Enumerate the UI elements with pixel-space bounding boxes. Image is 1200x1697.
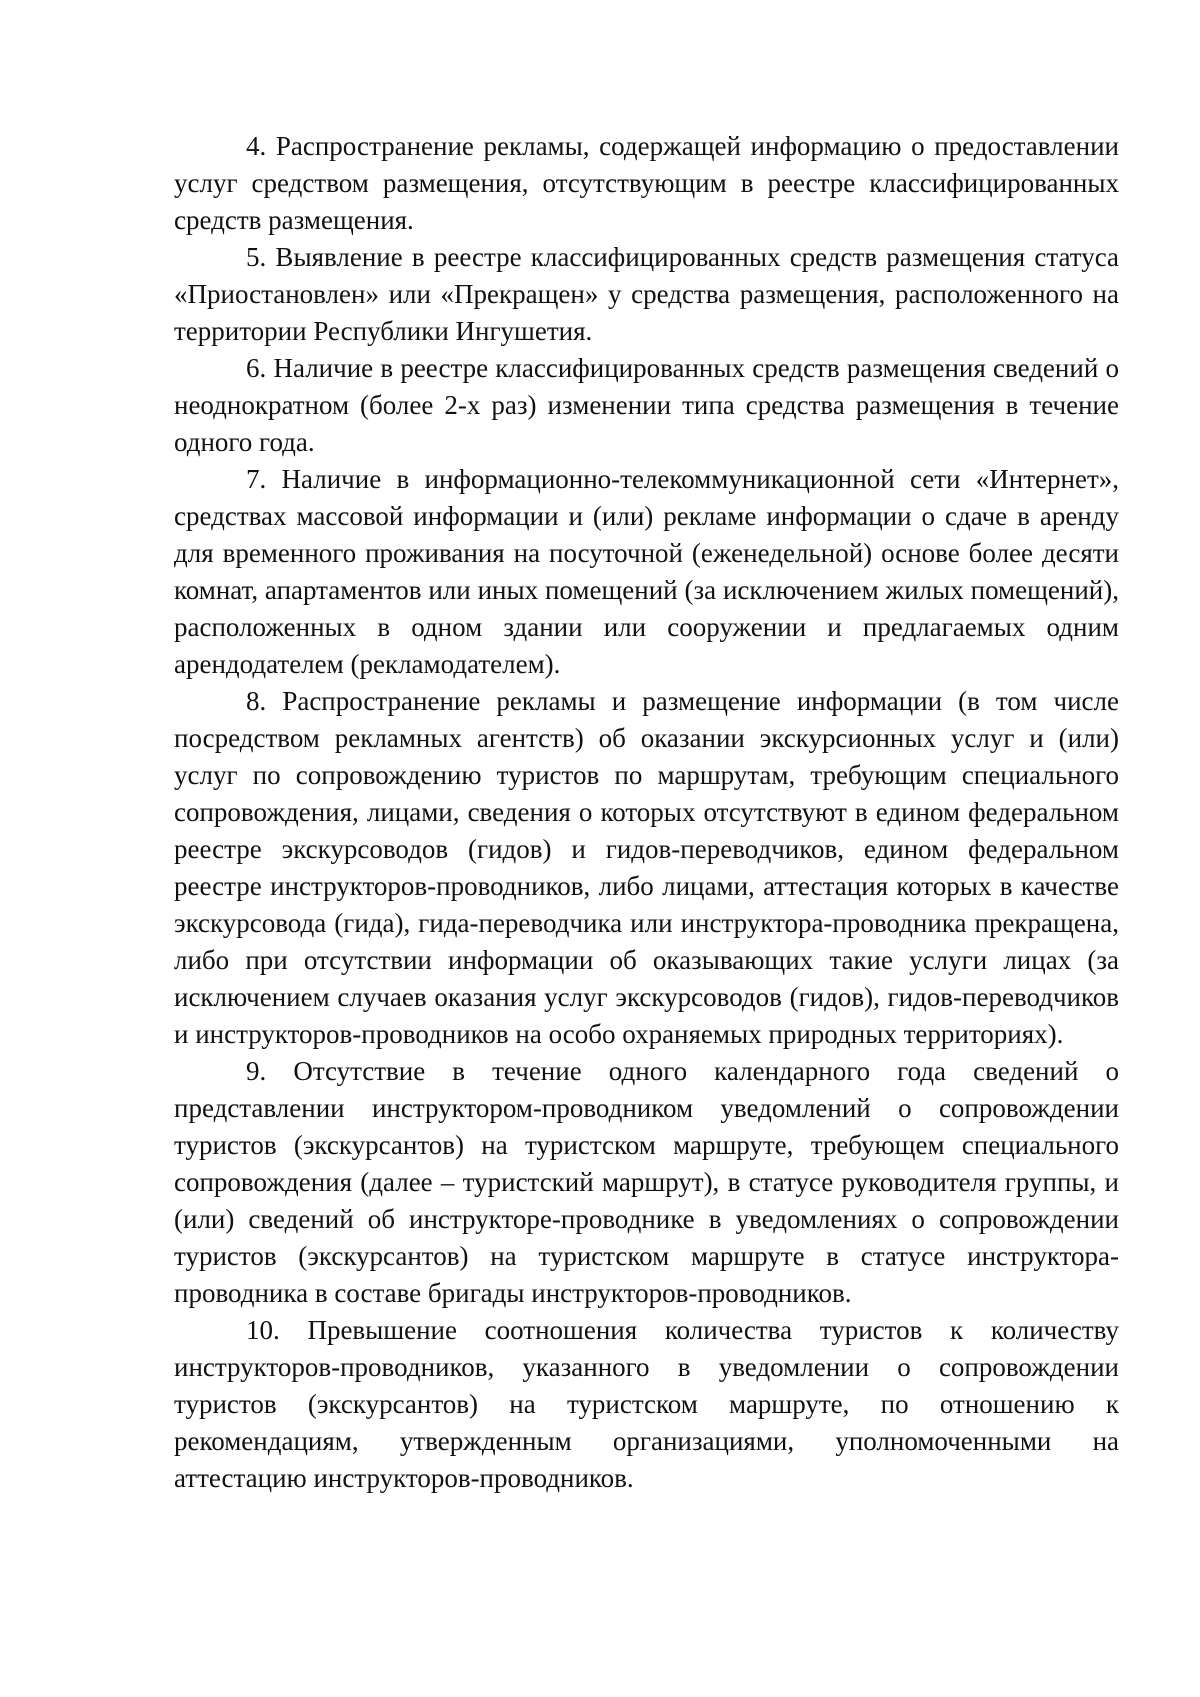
list-item-7: 7. Наличие в информационно-телекоммуникационной сети «Интернет», средствах массовой информации и (или) рекламе информации о сдаче в аренду для временного проживания на посуточной (еженедельной) основе более десяти комнат, апартаментов или иных помещений (за исключением жилых помещений), расположенных в одном здании или сооружении и предлагаемых одним арендодателем (рекламодателем). — [174, 464, 1119, 679]
list-item-5: 5. Выявление в реестре классифицированных средств размещения статуса «Приостановлен» или «Прекращен» у средства размещения, расположенного на территории Республики Ингушетия. — [174, 242, 1119, 346]
list-item-8: 8. Распространение рекламы и размещение информации (в том числе посредством рекламных агентств) об оказании экскурсионных услуг и (или) услуг по сопровождению туристов по маршрутам, требующим специального сопровождения, лицами, сведения о которых отсутствуют в едином федеральном реестре экскурсоводов (гидов) и гидов-переводчиков, едином федеральном реестре инструкторов-проводников, либо лицами, аттестация которых в качестве экскурсовода (гида), гида-переводчика или инструктора-проводника прекращена, либо при отсутствии информации об оказывающих такие услуги лицах (за исключением случаев оказания услуг экскурсоводов (гидов), гидов-переводчиков и инструкторов-проводников на особо охраняемых природных территориях). — [174, 686, 1119, 1049]
list-item-6: 6. Наличие в реестре классифицированных средств размещения сведений о неоднократном (более 2-х раз) изменении типа средства размещения в течение одного года. — [174, 353, 1119, 457]
document-body — [174, 128, 1119, 1497]
list-item-9: 9. Отсутствие в течение одного календарного года сведений о представлении инструктором-проводником уведомлений о сопровождении туристов (экскурсантов) на туристском маршруте, требующем специального сопровождения (далее – туристский маршрут), в статусе руководителя группы, и (или) сведений об инструкторе-проводнике в уведомлениях о сопровождении туристов (экскурсантов) на туристском маршруте в статусе инструктора-проводника в составе бригады инструкторов-проводников. — [174, 1056, 1119, 1308]
list-item-10: 10. Превышение соотношения количества туристов к количеству инструкторов-проводников, указанного в уведомлении о сопровождении туристов (экскурсантов) на туристском маршруте, по отношению к рекомендациям, утвержденным организациями, уполномоченными на аттестацию инструкторов-проводников. — [174, 1315, 1119, 1493]
list-item-4: 4. Распространение рекламы, содержащей информацию о предоставлении услуг средством размещения, отсутствующим в реестре классифицированных средств размещения. — [174, 131, 1119, 235]
